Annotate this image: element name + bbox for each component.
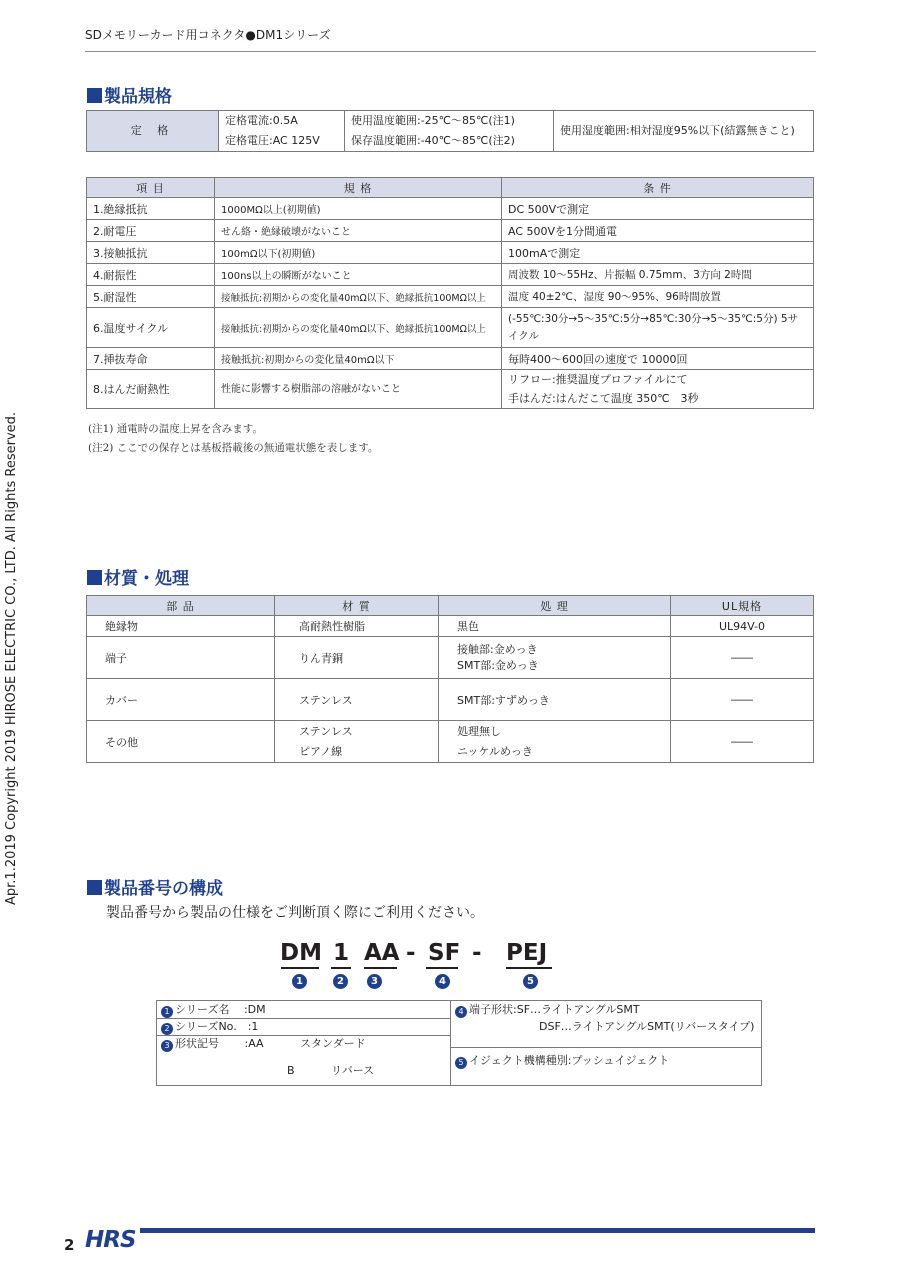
material-header-finish: 処 理 [439,596,671,616]
partnumber-lead: 製品番号から製品の仕様をご判断頂く際にご利用ください。 [106,905,484,921]
section-square-icon [87,570,102,585]
legend-text: イジェクト機構種別:プッシュイジェクト [469,1054,670,1067]
table-row [87,220,814,242]
material-finish-line: SMT部:金めっき [457,658,539,672]
material-finish-line: 接触部:金めっき [457,642,538,656]
hrs-logo: HRS [85,1227,136,1253]
table-row [87,616,814,637]
spec-item: 3.接触抵抗 [87,242,215,264]
legend-item-2 [157,1018,258,1035]
legend-text: シリーズ名 :DM [175,1003,266,1016]
table-row [87,721,814,763]
rating-humidity: 使用湿度範囲:相対湿度95%以下(結露無きこと) [554,111,814,152]
material-part: 端子 [87,637,275,679]
pn-dash: - [472,940,482,966]
material-finish-line: 処理無し [457,724,501,738]
marker-1: 1 [292,974,307,989]
rating-label: 定 格 [87,111,219,152]
pn-underline [426,967,458,969]
material-table-header [87,596,814,616]
spec-table-header [87,178,814,198]
pn-eject: PEJ [506,940,548,966]
marker-2: 2 [333,974,348,989]
material-finish [439,637,671,679]
material-ul: ―― [671,637,814,679]
section-title-spec: 製品規格 [87,82,172,107]
material-part: カバー [87,679,275,721]
note-2: (注2) ここでの保存とは基板搭載後の無通電状態を表します。 [88,442,379,454]
legend-marker: 4 [455,1006,467,1018]
legend-text: 端子形状:SF…ライトアングルSMT [469,1003,640,1016]
material-material-line: ピアノ線 [299,744,343,758]
legend-text: シリーズNo. :1 [175,1020,259,1033]
material-material-line: ステンレス [299,724,353,738]
section-square-icon [87,88,102,103]
spec-item: 8.はんだ耐熱性 [87,370,215,409]
spec-item: 4.耐振性 [87,264,215,286]
table-row [87,348,814,370]
legend-item-5 [451,1052,669,1069]
marker-5: 5 [523,974,538,989]
pn-underline [364,967,397,969]
material-material [275,721,439,763]
table-row [87,370,814,409]
partnumber-legend [156,1000,762,1086]
table-row [87,242,814,264]
spec-condition: 温度 40±2℃、湿度 90～95%、96時間放置 [502,286,814,308]
spec-standard: 性能に影響する樹脂部の溶融がないこと [215,370,502,409]
pn-terminal: SF [428,940,461,966]
legend-item-4b: DSF…ライトアングルSMT(リバースタイプ) [539,1020,755,1033]
spec-item: 5.耐湿性 [87,286,215,308]
table-row [87,286,814,308]
material-part: 絶縁物 [87,616,275,637]
legend-marker: 5 [455,1057,467,1069]
spec-standard: 100ns以上の瞬断がないこと [215,264,502,286]
pn-underline [281,967,319,969]
spec-standard: 接触抵抗:初期からの変化量40mΩ以下、絶縁抵抗100MΩ以上 [215,286,502,308]
document-header-title: SDメモリーカード用コネクタ●DM1シリーズ [85,28,331,42]
pn-series-no: 1 [333,940,350,966]
material-ul: ―― [671,721,814,763]
page-number: 2 [64,1236,75,1254]
table-row [87,264,814,286]
header-divider [85,51,816,52]
material-part: その他 [87,721,275,763]
pn-dash: - [406,940,416,966]
legend-divider [450,1047,761,1048]
footer-bar [140,1228,815,1233]
spec-condition: (-55℃:30分→5～35℃:5分→85℃:30分→5～35℃:5分) 5サイクル [502,308,814,348]
material-header-material: 材 質 [275,596,439,616]
legend-text: 形状記号 :AA スタンダード [175,1037,366,1050]
marker-4: 4 [435,974,450,989]
section-title-material: 材質・処理 [87,564,189,589]
spec-item: 1.絶縁抵抗 [87,198,215,220]
section-square-icon [87,880,102,895]
legend-marker: 3 [161,1040,173,1052]
pn-underline [331,967,351,969]
spec-condition: 100mAで測定 [502,242,814,264]
table-row [87,637,814,679]
spec-condition [502,370,814,409]
spec-table [86,177,814,409]
material-header-part: 部 品 [87,596,275,616]
material-finish: SMT部:すずめっき [439,679,671,721]
legend-item-1 [157,1001,266,1018]
spec-condition-line: 手はんだ:はんだこて温度 350℃ 3秒 [508,392,699,405]
material-ul: ―― [671,679,814,721]
spec-item: 6.温度サイクル [87,308,215,348]
legend-item-4 [451,1001,640,1018]
table-row [87,308,814,348]
spec-standard: 接触抵抗:初期からの変化量40mΩ以下 [215,348,502,370]
material-finish: 黒色 [439,616,671,637]
material-header-ul: UL規格 [671,596,814,616]
material-ul: UL94V-0 [671,616,814,637]
pn-series-name: DM [280,940,322,966]
pn-underline [506,967,552,969]
legend-item-3 [157,1035,366,1052]
note-1: (注1) 通電時の温度上昇を含みます。 [88,423,263,435]
spec-header-item: 項 目 [87,178,215,198]
spec-standard: せん絡・絶縁破壊がないこと [215,220,502,242]
table-row [87,679,814,721]
legend-item-3b: B リバース [287,1064,375,1077]
rating-table [86,110,814,152]
spec-standard: 1000MΩ以上(初期値) [215,198,502,220]
spec-header-condition: 条 件 [502,178,814,198]
material-material: ステンレス [275,679,439,721]
rating-op-temp: 使用温度範囲:-25℃～85℃(注1) [345,111,554,132]
spec-standard: 100mΩ以下(初期値) [215,242,502,264]
material-table [86,595,814,763]
marker-3: 3 [367,974,382,989]
spec-condition: DC 500Vで測定 [502,198,814,220]
legend-marker: 2 [161,1023,173,1035]
rating-current: 定格電流:0.5A [219,111,345,132]
spec-condition: 周波数 10～55Hz、片振幅 0.75mm、3方向 2時間 [502,264,814,286]
section-title-partnumber: 製品番号の構成 [87,874,223,899]
legend-marker: 1 [161,1006,173,1018]
rating-storage-temp: 保存温度範囲:-40℃～85℃(注2) [345,131,554,152]
material-finish-line: ニッケルめっき [457,744,533,758]
spec-condition: 毎時400～600回の速度で 10000回 [502,348,814,370]
table-row [87,198,814,220]
spec-header-standard: 規 格 [215,178,502,198]
material-material: 高耐熱性樹脂 [275,616,439,637]
spec-standard: 接触抵抗:初期からの変化量40mΩ以下、絶縁抵抗100MΩ以上 [215,308,502,348]
spec-item: 7.挿抜寿命 [87,348,215,370]
spec-item: 2.耐電圧 [87,220,215,242]
pn-shape: AA [364,940,400,966]
material-finish [439,721,671,763]
spec-condition-line: リフロー:推奨温度プロファイルにて [508,373,688,386]
side-copyright: Apr.1.2019 Copyright 2019 HIROSE ELECTRIC CO., LTD. All Rights Reserved. [4,411,19,905]
rating-voltage: 定格電圧:AC 125V [219,131,345,152]
material-material: りん青銅 [275,637,439,679]
spec-condition: AC 500Vを1分間通電 [502,220,814,242]
